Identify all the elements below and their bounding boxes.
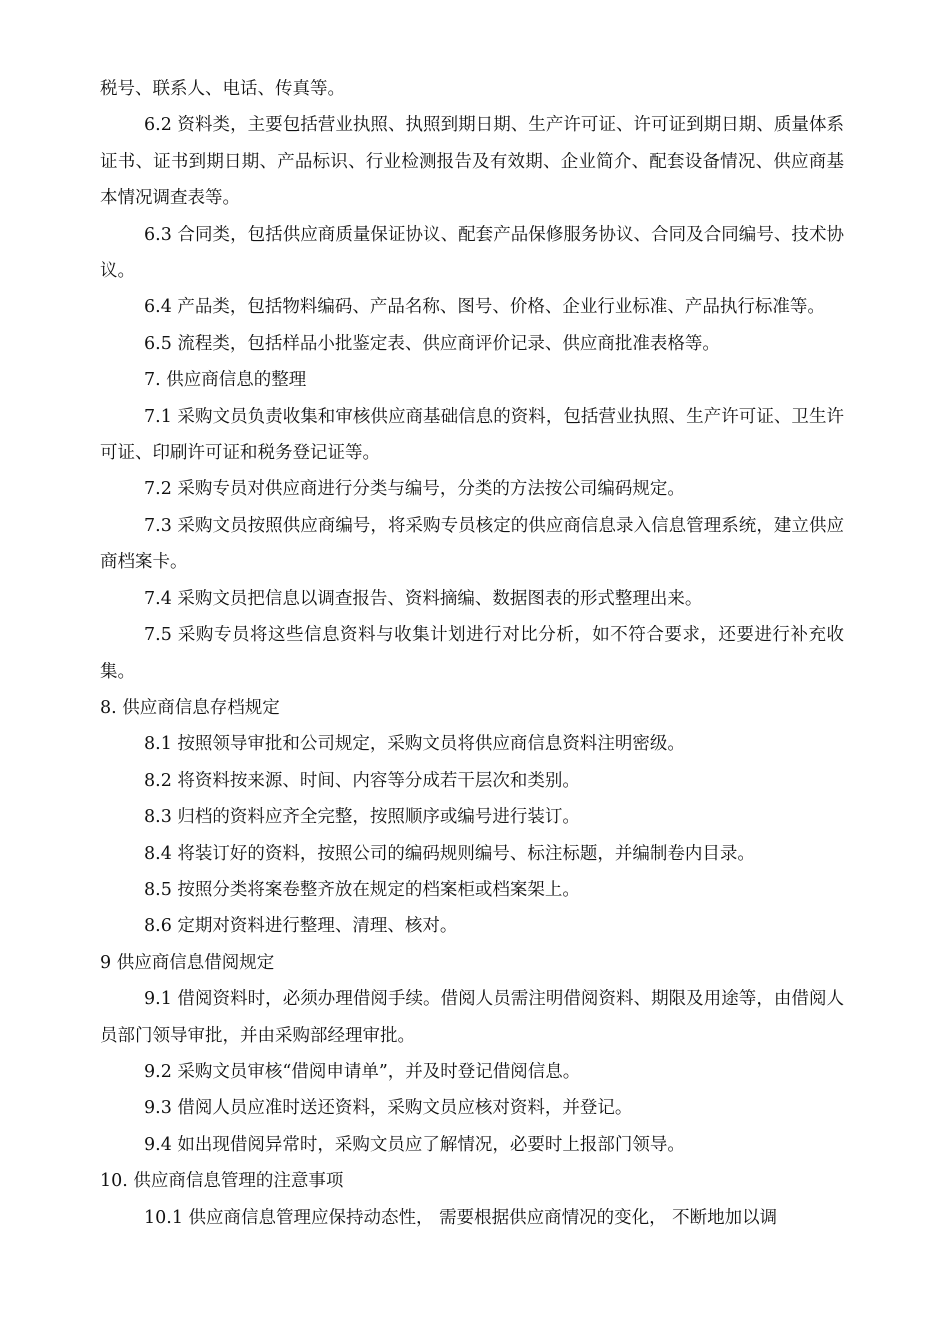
document-body	[100, 71, 844, 1236]
heading-7: 7. 供应商信息的整理	[144, 370, 307, 391]
paragraph-10-1: 10.1 供应商信息管理应保持动态性， 需要根据供应商情况的变化， 不断地加以调	[144, 1207, 778, 1228]
paragraph-8-5: 8.5 按照分类将案卷整齐放在规定的档案柜或档案架上。	[144, 879, 580, 900]
paragraph-8-3: 8.3 归档的资料应齐全完整，按照顺序或编号进行装订。	[144, 807, 580, 828]
paragraph-8-4: 8.4 将装订好的资料，按照公司的编码规则编号、标注标题，并编制卷内目录。	[144, 843, 755, 864]
paragraph-7-5: 7.5 采购专员将这些信息资料与收集计划进行对比分析，如不符合要求，还要进行补充收集。	[100, 625, 844, 682]
paragraph-6-5: 6.5 流程类，包括样品小批鉴定表、供应商评价记录、供应商批准表格等。	[144, 333, 720, 354]
paragraph-6-4: 6.4 产品类，包括物料编码、产品名称、图号、价格、企业行业标准、产品执行标准等。	[144, 297, 825, 318]
paragraph-9-3: 9.3 借阅人员应准时送还资料，采购文员应核对资料，并登记。	[144, 1098, 633, 1119]
paragraph-7-2: 7.2 采购专员对供应商进行分类与编号，分类的方法按公司编码规定。	[144, 479, 685, 500]
paragraph-7-3: 7.3 采购文员按照供应商编号，将采购专员核定的供应商信息录入信息管理系统，建立供应商档案卡。	[100, 515, 845, 573]
paragraph-8-1: 8.1 按照领导审批和公司规定，采购文员将供应商信息资料注明密级。	[144, 734, 685, 755]
heading-9: 9 供应商信息借阅规定	[100, 952, 275, 973]
paragraph-8-2: 8.2 将资料按来源、时间、内容等分成若干层次和类别。	[144, 770, 580, 791]
paragraph-6-3: 6.3 合同类，包括供应商质量保证协议、配套产品保修服务协议、合同及合同编号、技术协议。	[100, 224, 845, 282]
heading-10: 10. 供应商信息管理的注意事项	[100, 1171, 344, 1192]
paragraph-7-1: 7.1 采购文员负责收集和审核供应商基础信息的资料，包括营业执照、生产许可证、卫生许可证、印刷许可证和税务登记证等。	[100, 406, 845, 464]
paragraph-7-4: 7.4 采购文员把信息以调查报告、资料摘编、数据图表的形式整理出来。	[144, 588, 703, 609]
paragraph-9-2: 9.2 采购文员审核“借阅申请单”，并及时登记借阅信息。	[144, 1061, 581, 1082]
paragraph-9-4: 9.4 如出现借阅异常时，采购文员应了解情况，必要时上报部门领导。	[144, 1134, 685, 1155]
paragraph-tax-contact: 税号、联系人、电话、传真等。	[100, 79, 345, 99]
paragraph-6-2: 6.2 资料类，主要包括营业执照、执照到期日期、生产许可证、许可证到期日期、质量体系证书、证书到期日期、产品标识、行业检测报告及有效期、企业简介、配套设备情况、供应商基本情况调查表等。	[100, 115, 845, 209]
heading-8: 8. 供应商信息存档规定	[100, 697, 280, 718]
paragraph-8-6: 8.6 定期对资料进行整理、清理、核对。	[144, 916, 458, 937]
paragraph-9-1: 9.1 借阅资料时，必须办理借阅手续。借阅人员需注明借阅资料、期限及用途等，由借阅人员部门领导审批，并由采购部经理审批。	[100, 989, 845, 1046]
